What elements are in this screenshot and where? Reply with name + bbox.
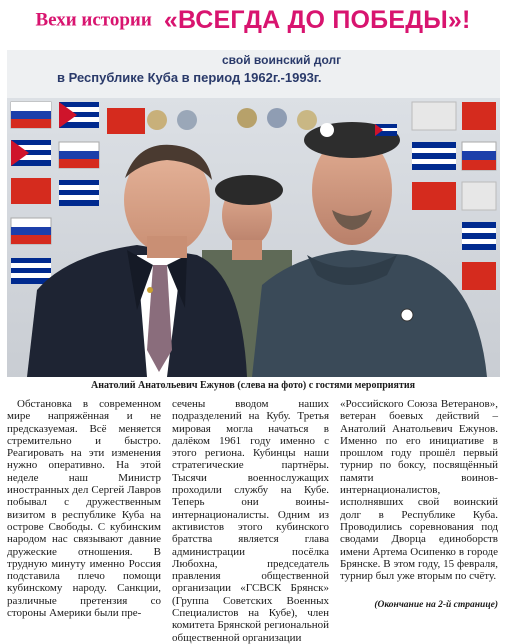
- banner-text-1: свой воинский долг: [222, 53, 342, 67]
- photo-illustration: [7, 50, 500, 377]
- column-2-text: сечены вводом наших подразделений на Кубу. Третья мировая могла начаться в далёком 1961 году именно с этого региона. Кубинцы наши стратегические партнёры. Тысячи военнослужащих проходили службу на Кубе. Теперь они воины-интернационалисты. Одним из активистов этого кубинского братства является глава администрации посёлка Любохна, председатель правления общественной организации «ГСВСК Брянск» (Группа Советских Военных Специалистов на Кубе), член комитета Брянской региональной общественной организации: [172, 398, 329, 644]
- section-kicker: Вехи истории: [35, 9, 152, 31]
- article-column-1: [7, 398, 161, 619]
- article-column-3: [340, 398, 498, 582]
- headline: [0, 6, 506, 46]
- column-3-text: «Российского Союза Ветеранов», ветеран боевых действий – Анатолий Анатольевич Ежунов. Именно по его инициативе в прошлом году прошёл первый турнир по боксу, посвящённый памяти воинов-интернационалистов, исполнявших свой воинский долг в Республике Куба. Проводились соревнования под сводами Дворца единоборств имени Артема Осипенко в городе Брянске. В этом году, 15 февраля, турнир был уже вторым по счёту.: [340, 398, 498, 583]
- article-title: «ВСЕГДА ДО ПОБЕДЫ»!: [163, 6, 471, 34]
- continuation-note: (Окончание на 2-й странице): [374, 600, 498, 610]
- article-photo: [7, 50, 500, 377]
- banner-text-2: в Республике Куба в период 1962г.-1993г.: [57, 70, 322, 85]
- photo-caption: Анатолий Анатольевич Ежунов (слева на фото) с гостями мероприятия: [90, 380, 416, 391]
- column-1-text: Обстановка в современном мире напряжённая и не предсказуемая. Всё меняется стремительно и быстро. Реагировать на эти изменения нужно оперативно. На этой неделе наш Министр иностранных дел Сергей Лавров побывал с дружественным визитом в республике Куба на острове Свободы. С кубинским народом нас связывают давние дружеские отношения. В трудную минуту именно Россия подставила плечо помощи кубинскому народу. Санкции, различные претензия со стороны Америки были пре-: [7, 398, 161, 620]
- article-column-2: [172, 398, 329, 644]
